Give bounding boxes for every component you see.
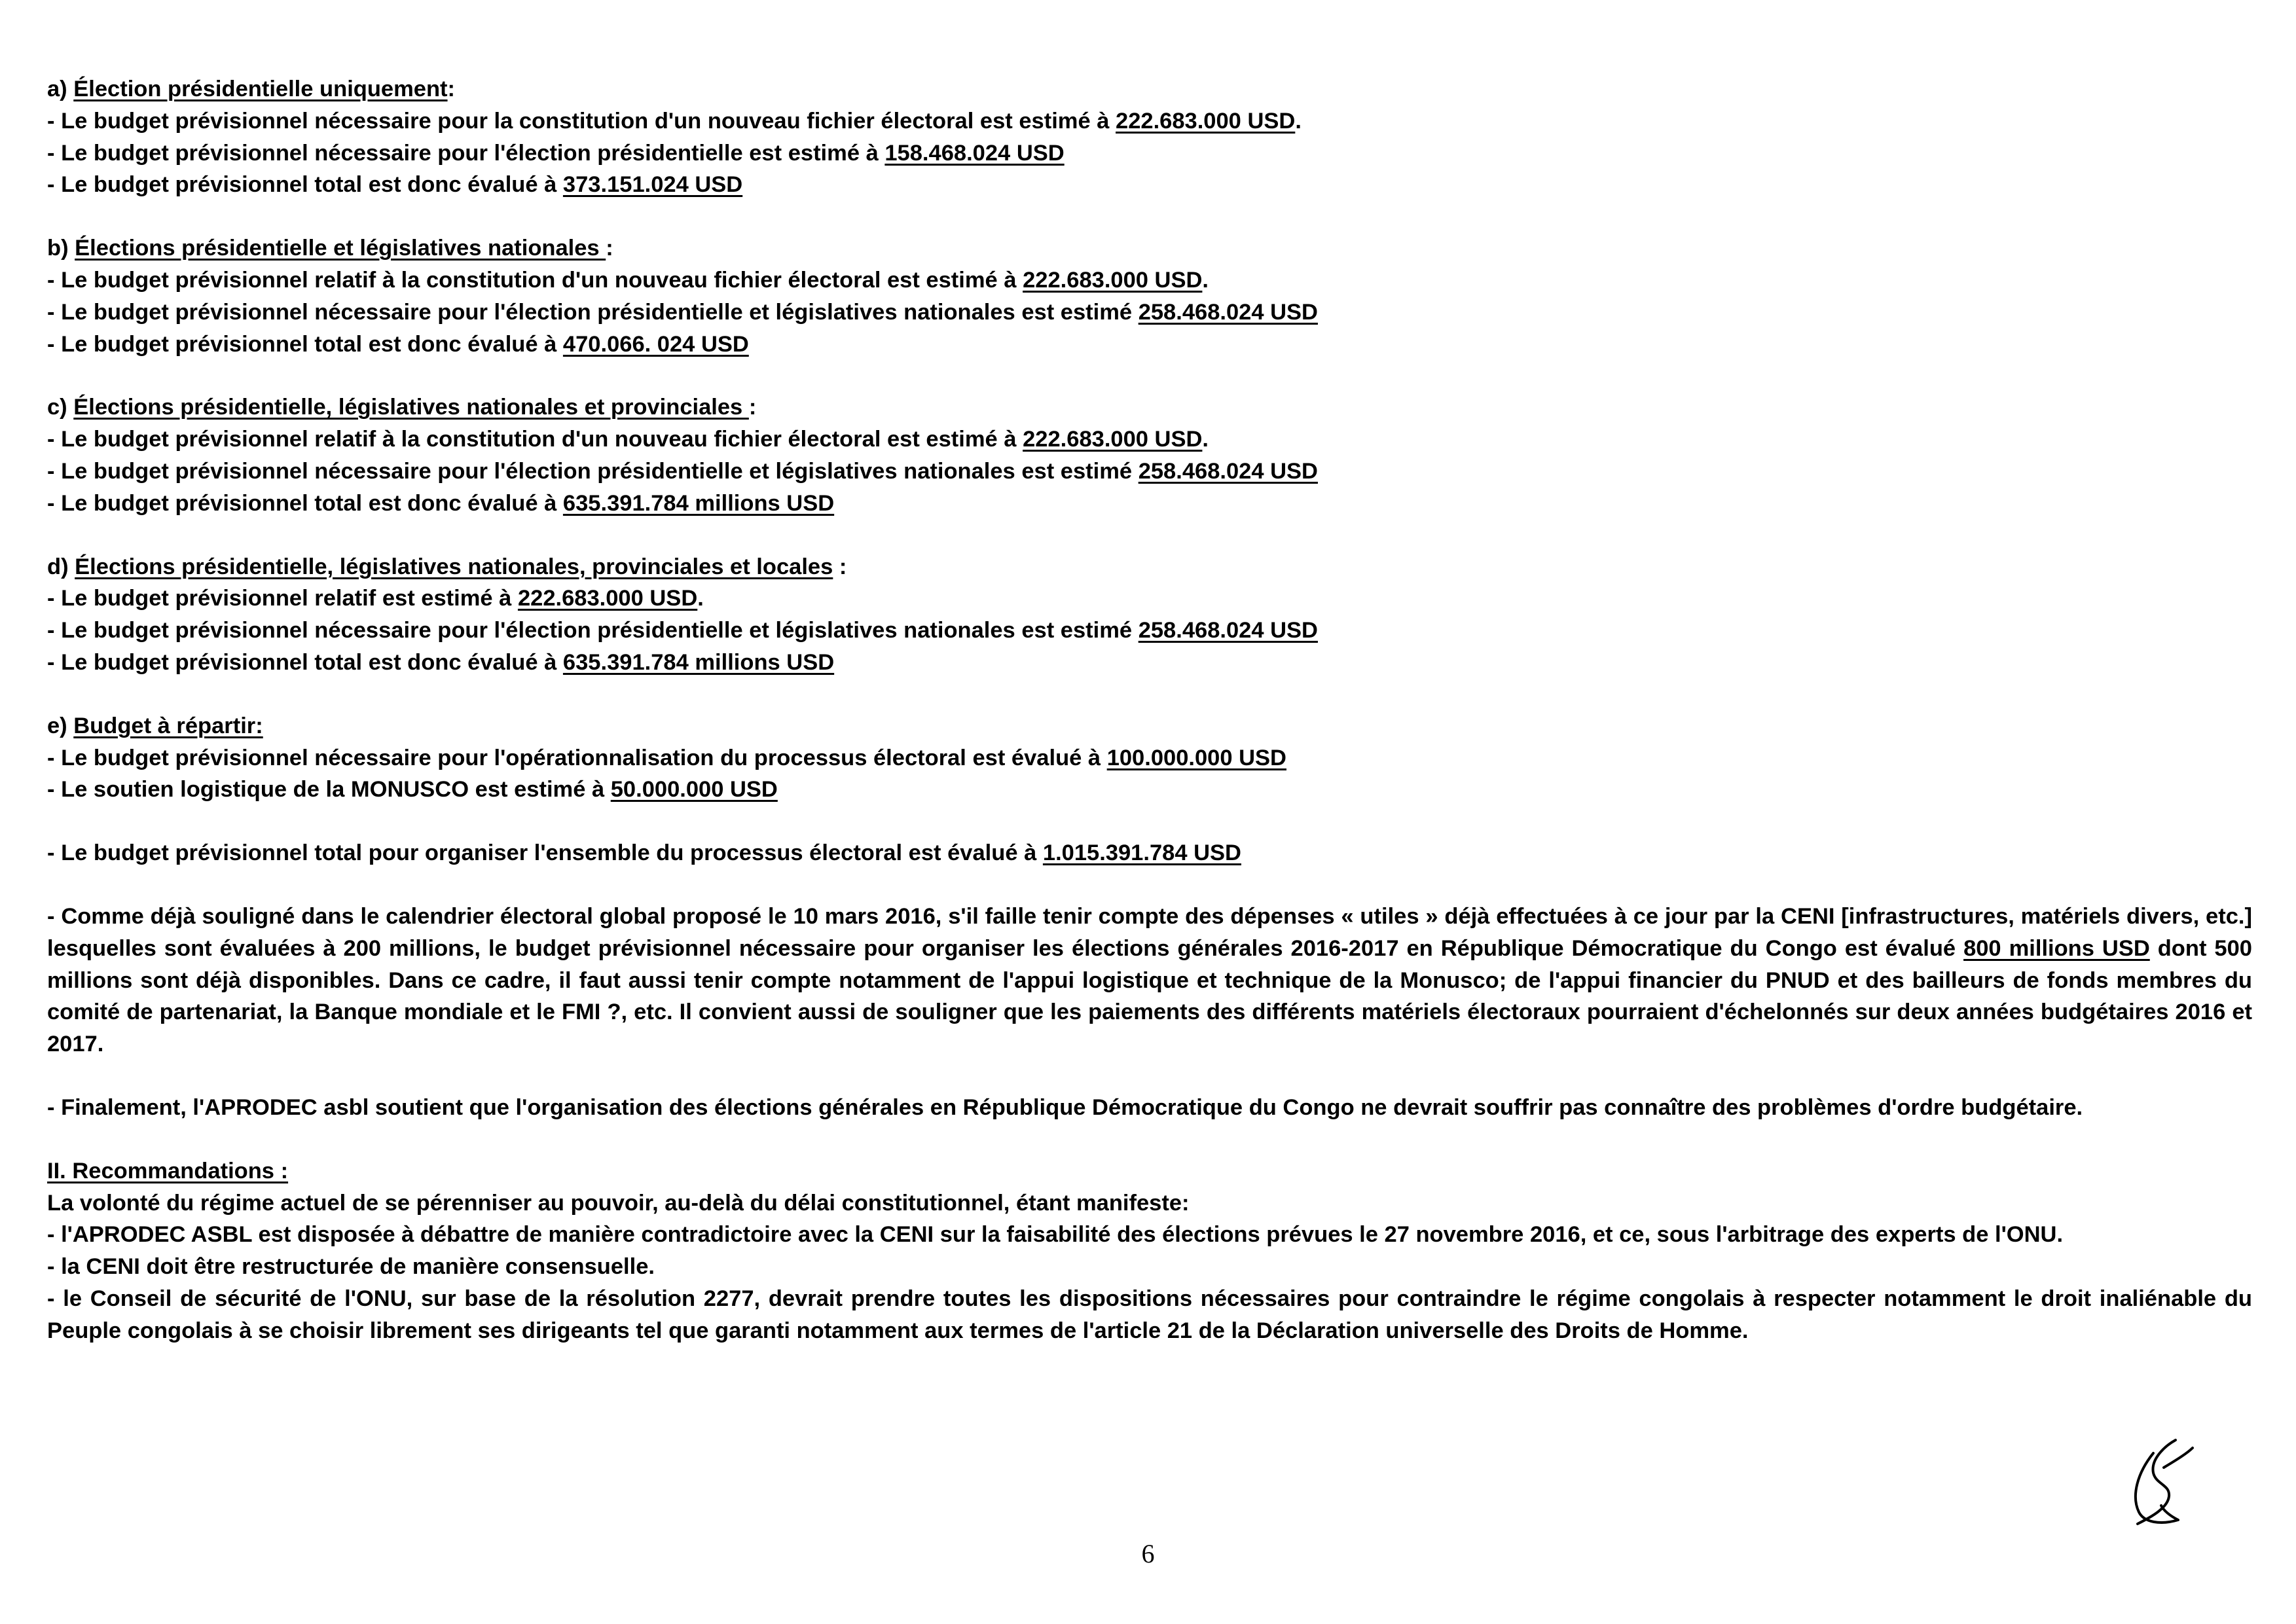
amount: 222.683.000 USD: [1023, 427, 1203, 452]
section-heading: d) Élections présidentielle, législatives nationales, provinciales et locales :: [47, 554, 847, 579]
recommendation-item: - le Conseil de sécurité de l'ONU, sur base de la résolution 2277, devrait prendre toutes les dispositions nécessaires pour contraindre le régime congolais à respecter notamment le droit inaliénable du Peuple congolais à se choisir librement ses dirigeants tel que garanti notamment aux termes de l'article 21 de la Déclaration universelle des Droits de Homme.: [47, 1286, 2252, 1343]
document-page: [47, 73, 2252, 1347]
section-d: [47, 551, 2252, 679]
section-b: [47, 232, 2252, 360]
budget-line: - Le budget prévisionnel total est donc évalué à 373.151.024 USD: [47, 172, 743, 198]
budget-line: - Le budget prévisionnel total pour organiser l'ensemble du processus électoral est évalué à 1.015.391.784 USD: [47, 840, 1241, 866]
signature-mark: [2124, 1434, 2196, 1532]
budget-line: - Le budget prévisionnel nécessaire pour l'élection présidentielle et législatives nationales est estimé 258.468.024 USD: [47, 458, 1318, 484]
budget-line: - Le budget prévisionnel relatif est estimé à 222.683.000 USD.: [47, 586, 704, 611]
section-heading: e) Budget à répartir:: [47, 713, 263, 738]
budget-line: - Le budget prévisionnel total est donc évalué à 635.391.784 millions USD: [47, 490, 835, 516]
section-heading: b) Élections présidentielle et législatives nationales :: [47, 236, 613, 261]
budget-line: - Le budget prévisionnel relatif à la constitution d'un nouveau fichier électoral est estimé à 222.683.000 USD.: [47, 427, 1209, 452]
budget-line: - Le budget prévisionnel total est donc évalué à 470.066. 024 USD: [47, 331, 749, 357]
page-number: 6: [1141, 1539, 1155, 1568]
amount: 258.468.024 USD: [1138, 618, 1318, 643]
amount: 222.683.000 USD: [1116, 108, 1296, 134]
paragraph-conclusion: - Finalement, l'APRODEC asbl soutient que l'organisation des élections générales en République Démocratique du Congo ne devrait souffrir pas connaître des problèmes d'ordre budgétaire.: [47, 1094, 2083, 1120]
budget-line: - Le budget prévisionnel total est donc évalué à 635.391.784 millions USD: [47, 649, 835, 675]
amount: 635.391.784 millions USD: [562, 490, 835, 516]
amount: 1.015.391.784 USD: [1042, 840, 1241, 866]
amount: 470.066. 024 USD: [562, 331, 749, 357]
recommendation-item: - l'APRODEC ASBL est disposée à débattre de manière contradictoire avec la CENI sur la faisabilité des élections prévues le 27 novembre 2016, et ce, sous l'arbitrage des experts de l'ONU.: [47, 1222, 2064, 1248]
recommendations-intro: La volonté du régime actuel de se pérenniser au pouvoir, au-delà du délai constitutionnel, étant manifeste:: [47, 1190, 1190, 1216]
budget-line: - Le budget prévisionnel nécessaire pour l'élection présidentielle est estimé à 158.468.024 USD: [47, 140, 1065, 166]
recommendations-title: II. Recommandations :: [47, 1158, 289, 1183]
section-heading: c) Élections présidentielle, législatives nationales et provinciales :: [47, 395, 757, 420]
section-a: [47, 73, 2252, 201]
amount: 50.000.000 USD: [610, 777, 778, 803]
amount: 100.000.000 USD: [1106, 745, 1286, 770]
paragraph-context: - Comme déjà souligné dans le calendrier électoral global proposé le 10 mars 2016, s'il faille tenir compte des dépenses « utiles » déjà effectuées à ce jour par la CENI [infrastructures, matériels divers, etc.] lesquelles sont évaluées à 200 millions, le budget prévisionnel nécessaire pour organiser les élections générales 2016-2017 en République Démocratique du Congo est évalué 800 millions USD dont 500 millions sont déjà disponibles. Dans ce cadre, il faut aussi tenir compte notamment de l'appui logistique et technique de la Monusco; de l'appui financier du PNUD et des bailleurs de fonds membres du comité de partenariat, la Banque mondiale et le FMI ?, etc. Il convient aussi de souligner que les paiements des différents matériels électoraux pourraient d'échelonnés sur deux années budgétaires 2016 et 2017.: [47, 903, 2252, 1057]
amount: 258.468.024 USD: [1138, 299, 1318, 325]
amount: 373.151.024 USD: [562, 172, 743, 198]
recommendations: [47, 1155, 2252, 1347]
section-heading: a) Élection présidentielle uniquement:: [47, 77, 456, 101]
amount: 158.468.024 USD: [884, 140, 1065, 166]
amount: 635.391.784 millions USD: [562, 649, 835, 675]
budget-line: - Le soutien logistique de la MONUSCO est estimé à 50.000.000 USD: [47, 777, 778, 803]
budget-line: - Le budget prévisionnel nécessaire pour la constitution d'un nouveau fichier électoral est estimé à 222.683.000 USD.: [47, 108, 1302, 134]
budget-line: - Le budget prévisionnel nécessaire pour l'élection présidentielle et législatives nationales est estimé 258.468.024 USD: [47, 299, 1318, 325]
amount: 258.468.024 USD: [1138, 458, 1318, 484]
budget-line: - Le budget prévisionnel relatif à la constitution d'un nouveau fichier électoral est estimé à 222.683.000 USD.: [47, 267, 1209, 293]
amount: 800 millions USD: [1963, 935, 2150, 961]
amount: 222.683.000 USD: [1023, 267, 1203, 293]
recommendation-item: - la CENI doit être restructurée de manière consensuelle.: [47, 1254, 655, 1280]
budget-line: - Le budget prévisionnel nécessaire pour l'opérationnalisation du processus électoral est évalué à 100.000.000 USD: [47, 745, 1286, 770]
section-c: [47, 391, 2252, 519]
section-e: [47, 710, 2252, 806]
total-budget: [47, 837, 2252, 869]
budget-line: - Le budget prévisionnel nécessaire pour l'élection présidentielle et législatives nationales est estimé 258.468.024 USD: [47, 618, 1318, 643]
amount: 222.683.000 USD: [517, 586, 698, 611]
